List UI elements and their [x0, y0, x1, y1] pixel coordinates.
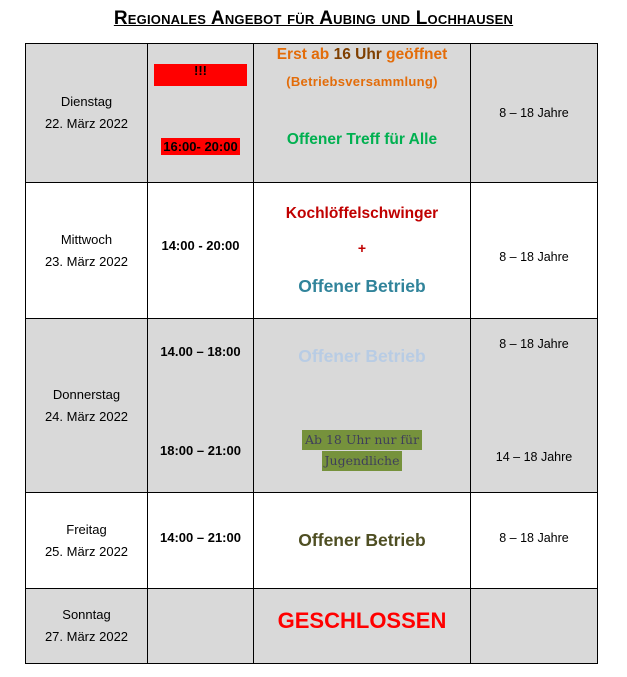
time-label: 14:00 – 21:00: [160, 530, 241, 545]
opening-note: [254, 46, 470, 64]
age-label: 8 – 18 Jahre: [499, 530, 569, 545]
alert-bar: !!!: [154, 64, 247, 86]
page-title: Regionales Angebot für Aubing und Lochhausen: [113, 8, 514, 29]
time-cell: [148, 589, 254, 664]
program-cell: [254, 183, 471, 319]
table-row: [26, 493, 598, 589]
program-cell: [254, 589, 471, 664]
age-label: 8 – 18 Jahre: [499, 337, 569, 351]
day-date: 25. März 2022: [44, 543, 129, 559]
time-cell: [148, 493, 254, 589]
day-name: Freitag: [66, 521, 107, 537]
program-label-secondary: Offener Betrieb: [298, 276, 426, 296]
day-cell: [26, 493, 148, 589]
age-label: 8 – 18 Jahre: [499, 106, 569, 120]
time-cell: [148, 183, 254, 319]
day-cell: [26, 319, 148, 493]
age-cell: [471, 183, 598, 319]
program-label: Offener Betrieb: [298, 530, 426, 550]
time-label: 16:00- 20:00: [163, 139, 238, 154]
program-label: Offener Treff für Alle: [286, 131, 438, 148]
time-label-evening: 18:00 – 21:00: [160, 443, 241, 458]
table-row: [26, 319, 598, 493]
day-date: 23. März 2022: [44, 253, 129, 269]
time-label: 14:00 - 20:00: [161, 238, 240, 253]
program-cell: [254, 44, 471, 183]
day-name: Dienstag: [60, 94, 113, 109]
age-label: 8 – 18 Jahre: [499, 249, 569, 264]
day-cell: [26, 589, 148, 664]
program-label: Offener Betrieb: [298, 346, 426, 366]
day-date: 27. März 2022: [44, 629, 129, 644]
program-label: Kochlöffelschwinger: [285, 205, 439, 222]
day-name: Mittwoch: [60, 231, 113, 247]
day-date: 22. März 2022: [44, 116, 129, 131]
time-label: 14.00 – 18:00: [160, 344, 241, 359]
table-row: [26, 183, 598, 319]
table-row: [26, 44, 598, 183]
opening-reason: (Betriebsversammlung): [286, 74, 438, 89]
opening-note-post: geöffnet: [381, 46, 448, 63]
day-cell: [26, 44, 148, 183]
opening-note-pre: Erst ab: [276, 46, 334, 63]
age-cell: [471, 589, 598, 664]
program-cell: [254, 319, 471, 493]
age-label-evening: 14 – 18 Jahre: [495, 450, 573, 464]
age-cell: [471, 319, 598, 493]
age-cell: [471, 493, 598, 589]
plus-sign: +: [357, 240, 367, 256]
time-cell: [148, 319, 254, 493]
youth-note-line2: Jugendliche: [322, 451, 403, 471]
time-cell: [148, 44, 254, 183]
day-date: 24. März 2022: [44, 408, 129, 424]
youth-note-line1: Ab 18 Uhr nur für: [302, 430, 422, 450]
program-cell: [254, 493, 471, 589]
table-row: [26, 589, 598, 664]
day-cell: [26, 183, 148, 319]
day-name: Donnerstag: [52, 386, 121, 402]
day-name: Sonntag: [62, 607, 111, 622]
closed-label: GESCHLOSSEN: [277, 608, 447, 633]
schedule-table: [25, 43, 598, 664]
opening-note-time: 16 Uhr: [333, 46, 382, 63]
age-cell: [471, 44, 598, 183]
